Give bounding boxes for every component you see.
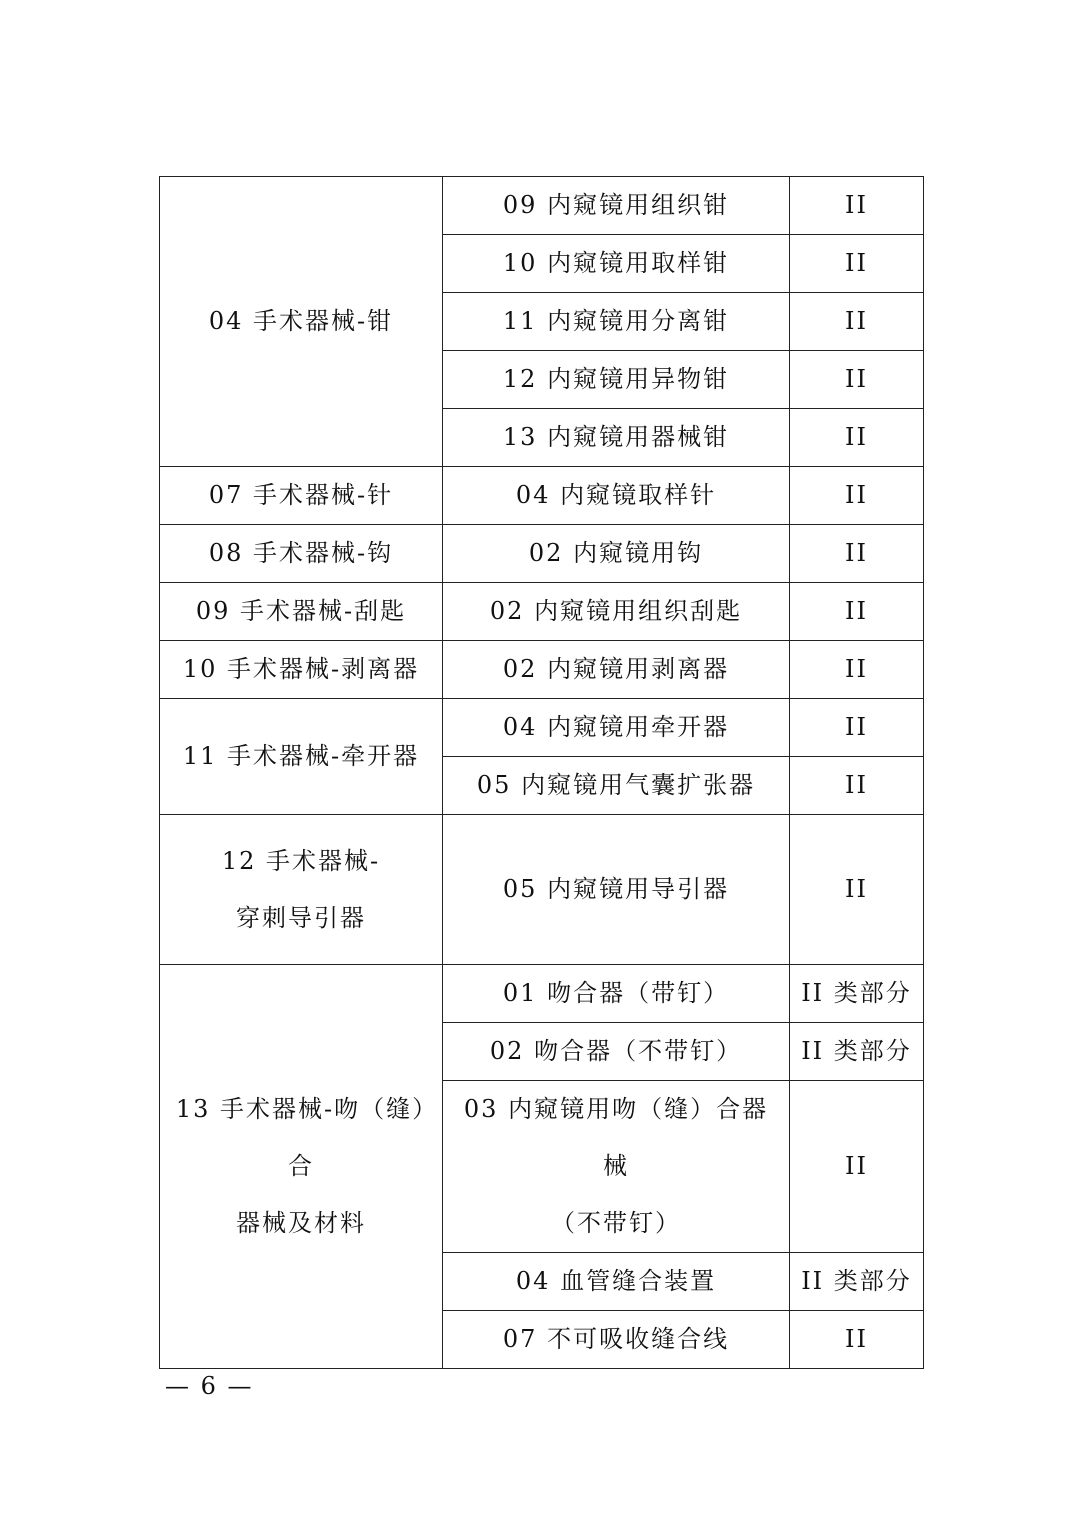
table-row: [160, 525, 924, 583]
table-row: [160, 965, 924, 1023]
table-row: [160, 699, 924, 757]
category-cell: 07 手术器械-针: [160, 467, 443, 525]
table-row: [160, 177, 924, 235]
product-line: （不带钉）: [551, 1209, 681, 1237]
product-cell: 05 内窥镜用气囊扩张器: [443, 757, 790, 815]
class-cell: II 类部分: [790, 1253, 924, 1311]
class-cell: II: [790, 235, 924, 293]
product-line: 03 内窥镜用吻（缝）合器械: [463, 1095, 769, 1180]
product-cell: 11 内窥镜用分离钳: [443, 293, 790, 351]
class-cell: II: [790, 815, 924, 965]
product-cell: 12 内窥镜用异物钳: [443, 351, 790, 409]
product-cell: 05 内窥镜用导引器: [443, 815, 790, 965]
product-cell: 04 内窥镜用牵开器: [443, 699, 790, 757]
category-line: 12 手术器械-: [221, 846, 381, 875]
product-cell: 13 内窥镜用器械钳: [443, 409, 790, 467]
table-row: [160, 815, 924, 965]
category-cell: 09 手术器械-刮匙: [160, 583, 443, 641]
class-cell: II: [790, 467, 924, 525]
category-line: 穿刺导引器: [236, 903, 366, 932]
category-line: 器械及材料: [236, 1209, 366, 1237]
class-cell: II: [790, 699, 924, 757]
category-cell: 11 手术器械-牵开器: [160, 699, 443, 815]
category-cell: [160, 815, 443, 965]
category-cell: 10 手术器械-剥离器: [160, 641, 443, 699]
table-row: [160, 467, 924, 525]
product-cell: 02 内窥镜用组织刮匙: [443, 583, 790, 641]
product-cell: [443, 1081, 790, 1253]
category-cell: 08 手术器械-钩: [160, 525, 443, 583]
product-cell: 02 内窥镜用剥离器: [443, 641, 790, 699]
class-cell: II: [790, 177, 924, 235]
table-row: [160, 583, 924, 641]
category-cell: [160, 965, 443, 1369]
category-line: 13 手术器械-吻（缝）合: [175, 1095, 427, 1180]
product-cell: 07 不可吸收缝合线: [443, 1311, 790, 1369]
device-classification-table: [159, 176, 924, 1369]
class-cell: II: [790, 1081, 924, 1253]
class-cell: II 类部分: [790, 1023, 924, 1081]
class-cell: II: [790, 1311, 924, 1369]
category-cell: 04 手术器械-钳: [160, 177, 443, 467]
class-cell: II: [790, 409, 924, 467]
class-cell: II 类部分: [790, 965, 924, 1023]
class-cell: II: [790, 757, 924, 815]
class-cell: II: [790, 583, 924, 641]
product-cell: 01 吻合器（带钉）: [443, 965, 790, 1023]
product-cell: 02 吻合器（不带钉）: [443, 1023, 790, 1081]
product-cell: 09 内窥镜用组织钳: [443, 177, 790, 235]
product-cell: 04 血管缝合装置: [443, 1253, 790, 1311]
class-cell: II: [790, 293, 924, 351]
class-cell: II: [790, 351, 924, 409]
product-cell: 02 内窥镜用钩: [443, 525, 790, 583]
product-cell: 04 内窥镜取样针: [443, 467, 790, 525]
page-number: — 6 —: [165, 1372, 254, 1400]
product-cell: 10 内窥镜用取样钳: [443, 235, 790, 293]
class-cell: II: [790, 525, 924, 583]
class-cell: II: [790, 641, 924, 699]
table-row: [160, 641, 924, 699]
